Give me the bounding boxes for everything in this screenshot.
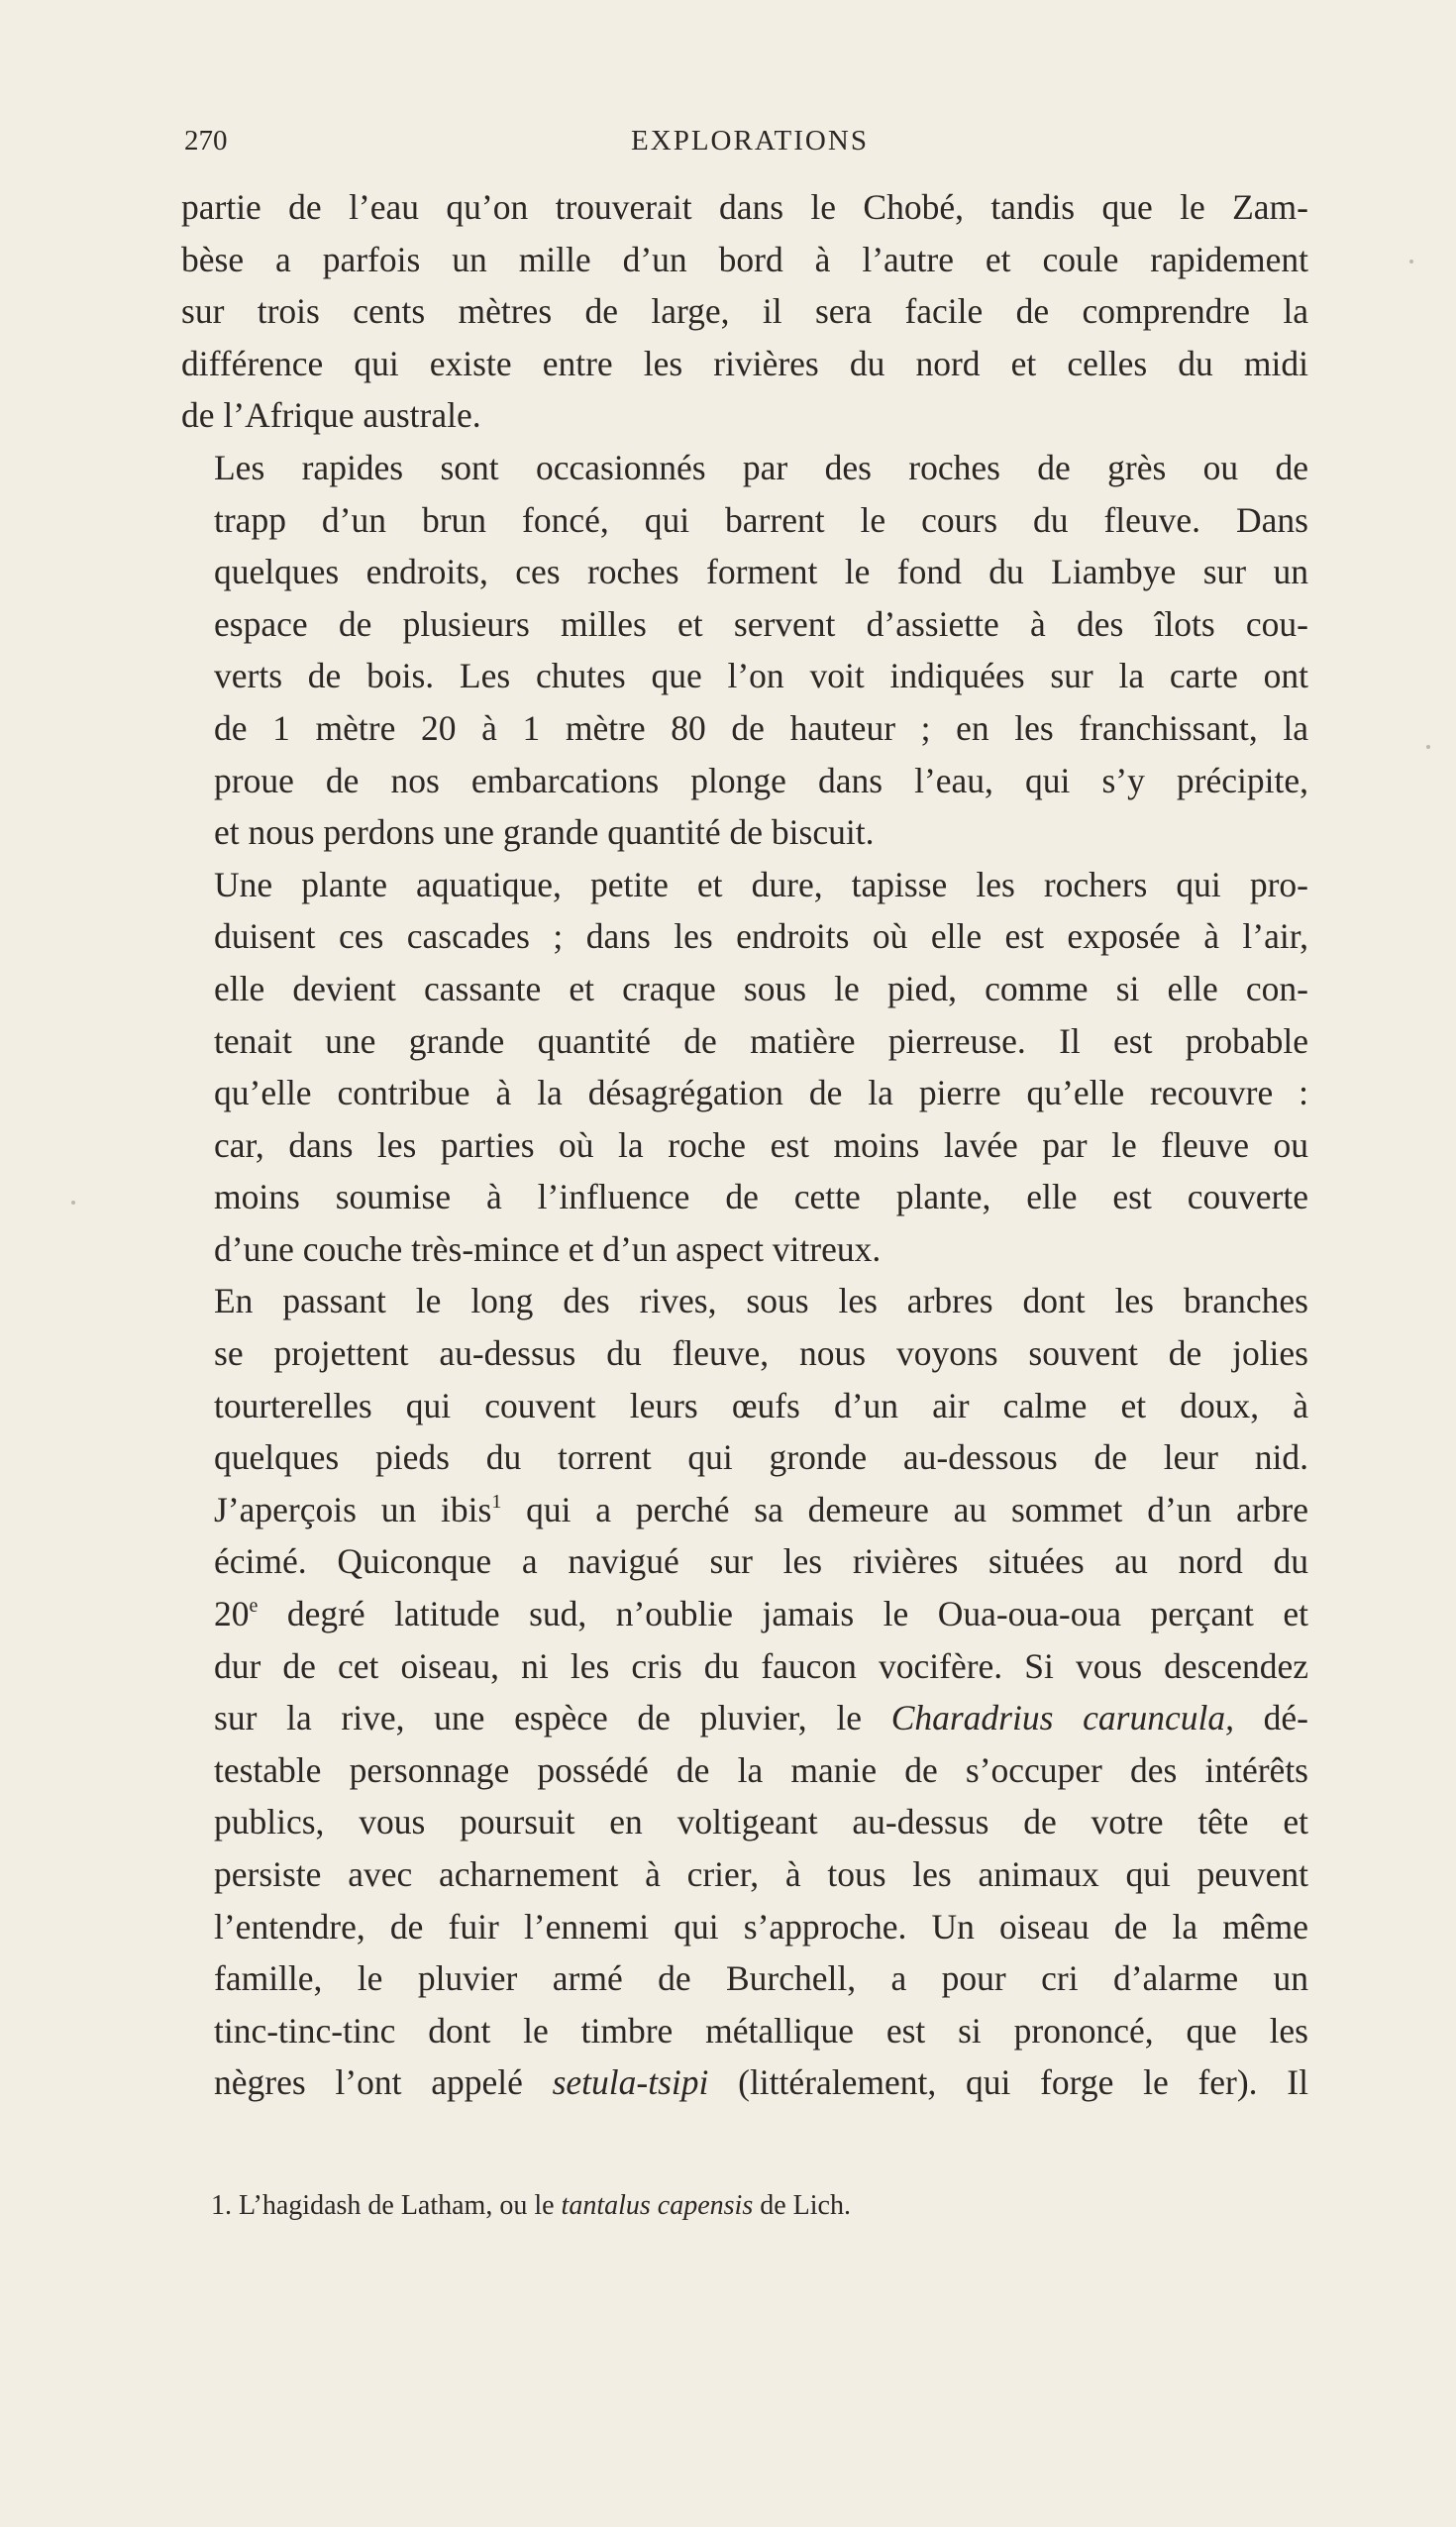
text-line: se projettent au-dessus du fleuve, nous voyons souvent de jolies bbox=[214, 1333, 1308, 1374]
text-line: Les rapides sont occasionnés par des roches de grès ou de bbox=[214, 447, 1308, 487]
text-line: sur trois cents mètres de large, il sera facile de comprendre la bbox=[181, 291, 1308, 332]
text-segment: dé- bbox=[1233, 1698, 1308, 1738]
species-name: Charadrius caruncula, bbox=[890, 1698, 1234, 1738]
text-line bbox=[181, 1588, 1308, 1640]
text-line: et nous perdons une grande quantité de biscuit. bbox=[214, 812, 875, 853]
text-line: différence qui existe entre les rivières du nord et celles du midi bbox=[181, 343, 1308, 383]
text-line: bèse a parfois un mille d’un bord à l’autre et coule rapidement bbox=[181, 239, 1308, 279]
paper-speck bbox=[71, 1201, 75, 1205]
text-line: car, dans les parties où la roche est moins lavée par le fleuve ou bbox=[214, 1124, 1308, 1165]
page-number: 270 bbox=[184, 125, 228, 157]
text-line: l’entendre, de fuir l’ennemi qui s’approche. Un oiseau de la même bbox=[214, 1906, 1308, 1947]
text-line: publics, vous poursuit en voltigeant au-dessus de votre tête et bbox=[214, 1802, 1308, 1843]
paragraph-2 bbox=[181, 442, 1308, 859]
text-line bbox=[181, 1484, 1308, 1536]
degree-superscript: e bbox=[249, 1595, 259, 1618]
text-line: persiste avec acharnement à crier, à tous les animaux qui peuvent bbox=[214, 1854, 1308, 1894]
text-segment: nègres l’ont appelé bbox=[214, 2062, 553, 2103]
text-segment: sur la rive, une espèce de pluvier, le bbox=[214, 1698, 891, 1738]
text-segment: qui a perché sa demeure au sommet d’un arbre bbox=[501, 1489, 1308, 1529]
paper-speck bbox=[1409, 260, 1413, 263]
text-line: famille, le pluvier armé de Burchell, a pour cri d’alarme un bbox=[214, 1958, 1308, 1999]
text-line: tenait une grande quantité de matière pierreuse. Il est probable bbox=[214, 1020, 1308, 1061]
text-line: qu’elle contribue à la désagrégation de la pierre qu’elle recouvre : bbox=[214, 1073, 1308, 1113]
text-line: moins soumise à l’influence de cette plante, elle est couverte bbox=[214, 1177, 1308, 1217]
footnote-number: 1. bbox=[211, 2190, 232, 2221]
text-line: Une plante aquatique, petite et dure, tapisse les rochers qui pro- bbox=[214, 864, 1308, 904]
text-line: trapp d’un brun foncé, qui barrent le cours du fleuve. Dans bbox=[214, 499, 1308, 540]
text-line bbox=[181, 1692, 1308, 1744]
text-line bbox=[181, 2056, 1308, 2109]
footnote bbox=[211, 2186, 1300, 2226]
paragraph-1 bbox=[181, 181, 1308, 442]
native-name: setula-tsipi bbox=[552, 2062, 709, 2103]
text-segment: degré latitude sud, n’oublie jamais le Oua-oua-oua perçant et bbox=[258, 1594, 1308, 1634]
text-line: de l’Afrique australe. bbox=[181, 395, 481, 436]
paragraph-3 bbox=[181, 859, 1308, 1276]
body-text bbox=[181, 181, 1308, 2109]
text-segment: (littéralement, qui forge le fer). Il bbox=[708, 2062, 1308, 2103]
text-line: dur de cet oiseau, ni les cris du faucon vocifère. Si vous descendez bbox=[214, 1645, 1308, 1686]
text-segment: J’aperçois un ibis bbox=[214, 1489, 492, 1529]
text-line: duisent ces cascades ; dans les endroits où elle est exposée à l’air, bbox=[214, 916, 1308, 957]
footnote-text: de Lich. bbox=[753, 2190, 851, 2221]
text-line: testable personnage possédé de la manie de s’occuper des intérêts bbox=[214, 1749, 1308, 1790]
paper-speck bbox=[1426, 745, 1430, 749]
text-line: tinc-tinc-tinc dont le timbre métallique est si prononcé, que les bbox=[214, 2010, 1308, 2051]
text-line: de 1 mètre 20 à 1 mètre 80 de hauteur ; en les franchissant, la bbox=[214, 707, 1308, 748]
text-line: tourterelles qui couvent leurs œufs d’un air calme et doux, à bbox=[214, 1385, 1308, 1425]
text-line: espace de plusieurs milles et servent d’assiette à des îlots cou- bbox=[214, 603, 1308, 644]
running-title: EXPLORATIONS bbox=[631, 125, 869, 157]
page-header bbox=[184, 119, 1315, 162]
paragraph-4 bbox=[181, 1275, 1308, 2109]
text-line: quelques endroits, ces roches forment le fond du Liambye sur un bbox=[214, 552, 1308, 592]
text-line: quelques pieds du torrent qui gronde au-dessous de leur nid. bbox=[214, 1437, 1308, 1478]
footnote-species: tantalus capensis bbox=[561, 2190, 754, 2221]
text-line: d’une couche très-mince et d’un aspect vitreux. bbox=[214, 1228, 882, 1269]
text-line: En passant le long des rives, sous les arbres dont les branches bbox=[214, 1281, 1308, 1321]
degree-number: 20 bbox=[214, 1594, 250, 1634]
text-line: partie de l’eau qu’on trouverait dans le Chobé, tandis que le Zam- bbox=[181, 187, 1308, 227]
text-line: proue de nos embarcations plonge dans l’eau, qui s’y précipite, bbox=[214, 760, 1308, 800]
footnote-marker: 1 bbox=[491, 1490, 502, 1513]
text-line: écimé. Quiconque a navigué sur les rivières situées au nord du bbox=[214, 1541, 1308, 1582]
text-line: verts de bois. Les chutes que l’on voit indiquées sur la carte ont bbox=[214, 656, 1308, 696]
text-line: elle devient cassante et craque sous le pied, comme si elle con- bbox=[214, 968, 1308, 1008]
footnote-text: L’hagidash de Latham, ou le bbox=[232, 2190, 562, 2221]
